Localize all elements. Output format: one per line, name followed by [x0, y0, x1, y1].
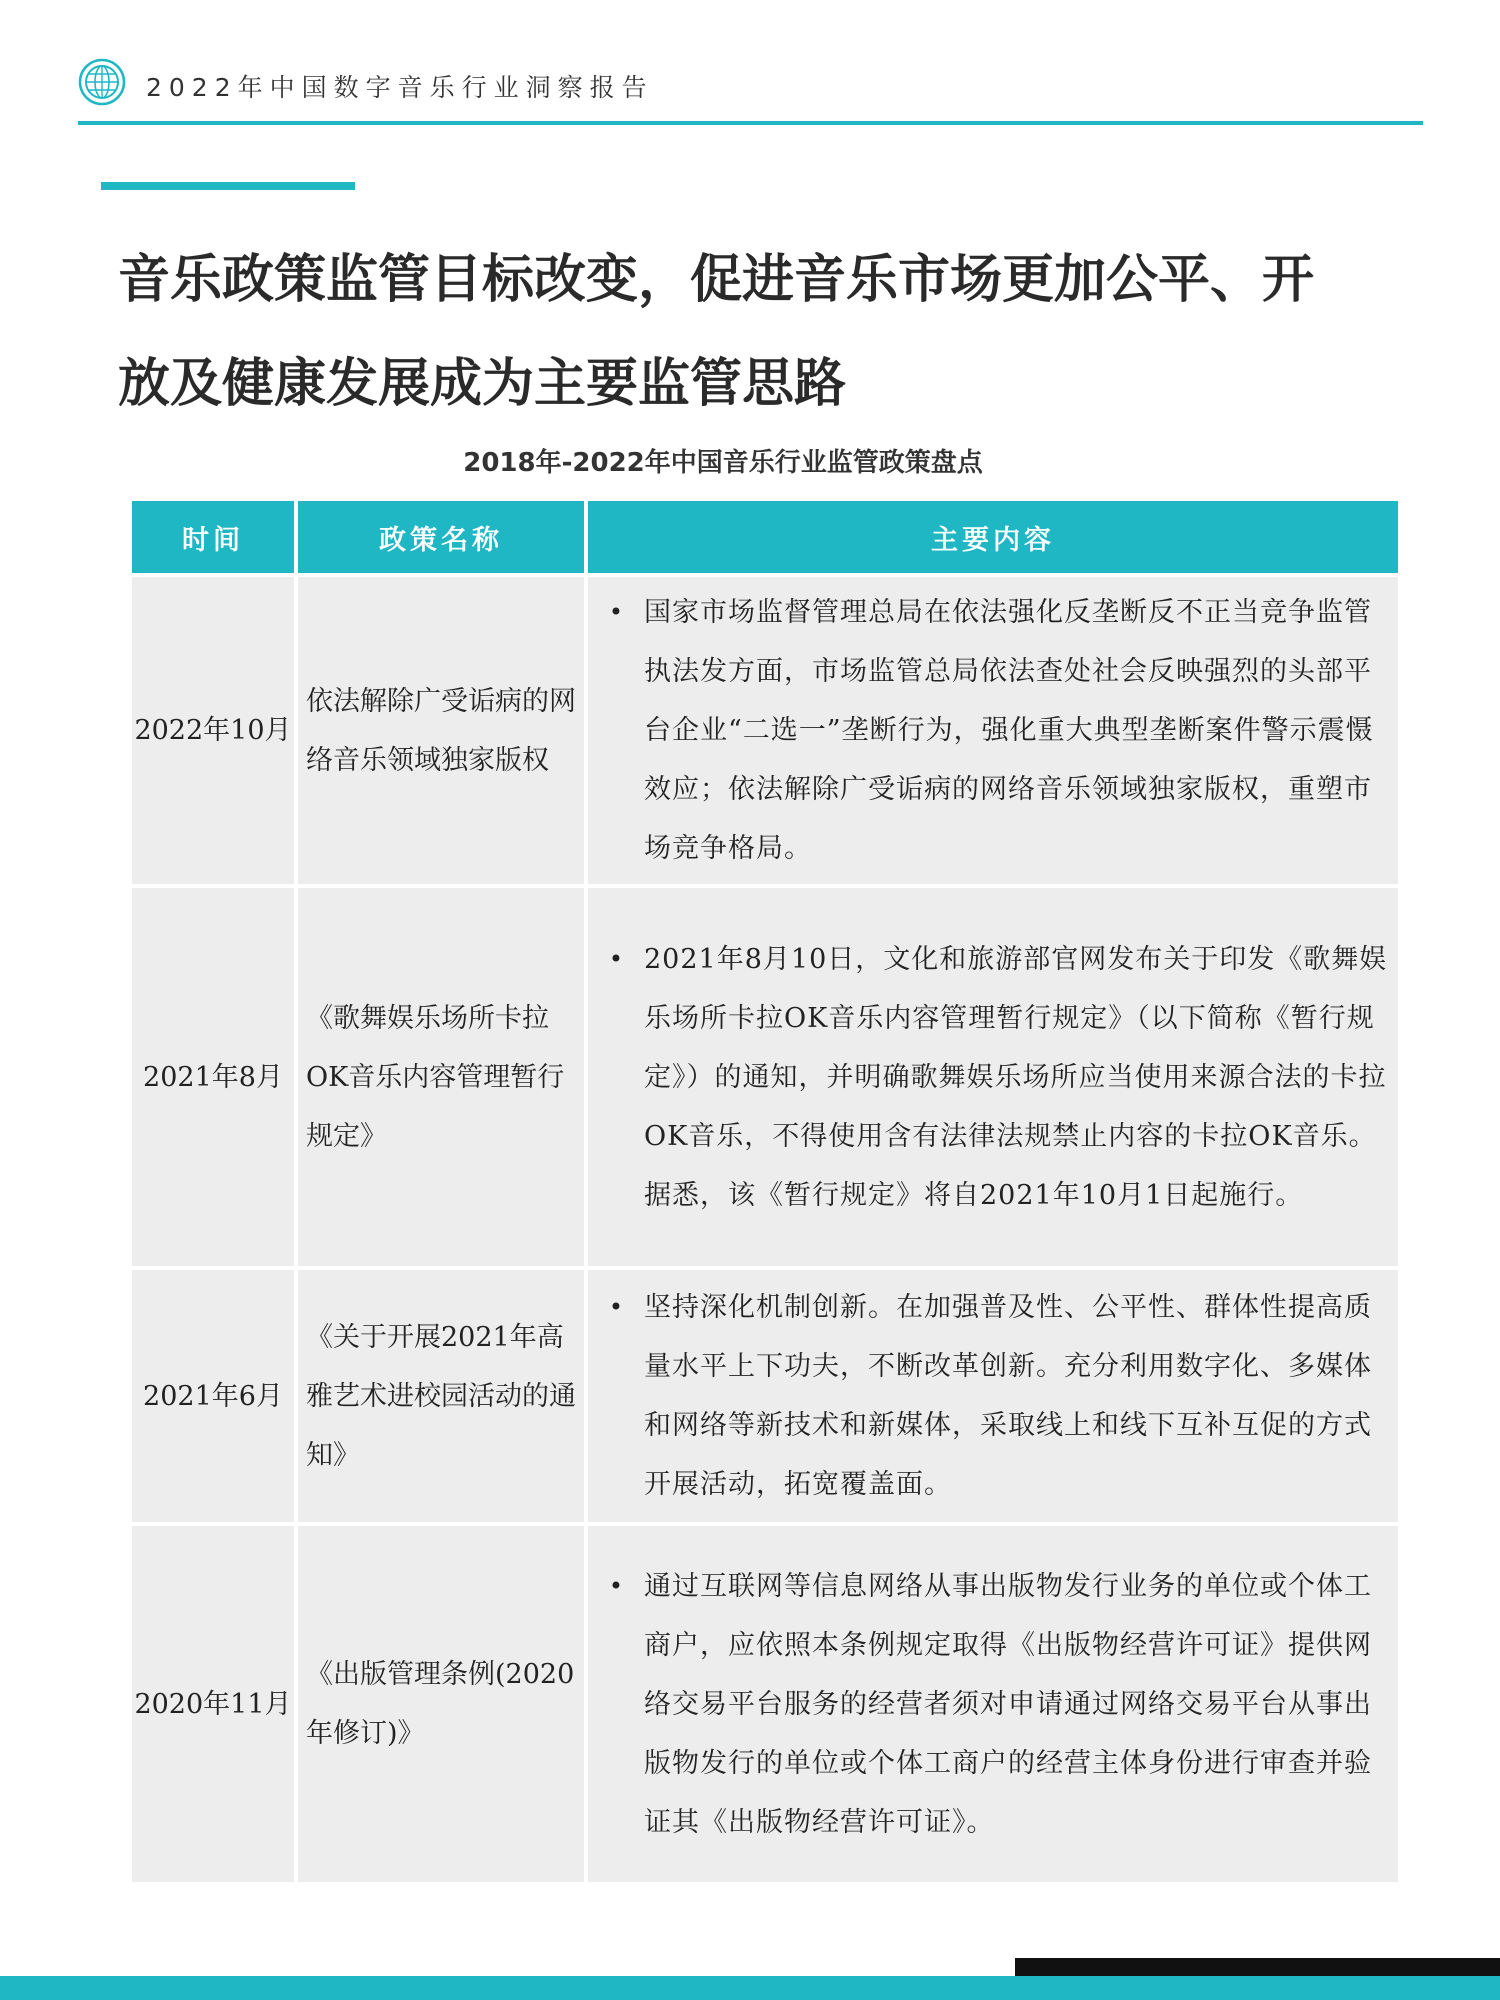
table-row — [130, 575, 1400, 886]
header-policy-name: 政策名称 — [296, 501, 586, 575]
policy-name-cell: 《歌舞娱乐场所卡拉OK音乐内容管理暂行规定》 — [296, 886, 586, 1268]
table-row — [130, 886, 1400, 1268]
bullet-icon: • — [608, 1293, 624, 1321]
title-accent-bar — [101, 182, 355, 190]
globe-logo-icon — [78, 58, 126, 106]
footer-accent-bar — [0, 1976, 1500, 2000]
content-cell — [586, 1268, 1400, 1524]
content-cell — [586, 1524, 1400, 1884]
content-cell — [586, 886, 1400, 1268]
date-cell: 2022年10月 — [130, 575, 296, 886]
bullet-icon: • — [608, 1571, 624, 1600]
policy-name-cell: 《关于开展2021年高雅艺术进校园活动的通知》 — [296, 1268, 586, 1524]
policy-table — [128, 501, 1402, 1886]
policy-name-cell: 《出版管理条例(2020年修订)》 — [296, 1524, 586, 1884]
bullet-icon: • — [608, 598, 624, 626]
table-row — [130, 1268, 1400, 1524]
footer-dark-bar — [1015, 1958, 1500, 1976]
bullet-icon: • — [608, 944, 624, 973]
policy-name-cell: 依法解除广受诟病的网络音乐领域独家版权 — [296, 575, 586, 886]
table-caption: 2018年-2022年中国音乐行业监管政策盘点 — [463, 448, 983, 478]
report-title: 2022年中国数字音乐行业洞察报告 — [146, 73, 654, 102]
content-text: 坚持深化机制创新。在加强普及性、公平性、群体性提高质量水平上下功夫，不断改革创新。充分利用数字化、多媒体和网络等新技术和新媒体，采取线上和线下互补互促的方式开展活动，拓宽覆盖面。 — [644, 1292, 1372, 1500]
header-divider — [78, 121, 1423, 125]
table-header-row — [130, 501, 1400, 575]
date-cell: 2021年6月 — [130, 1268, 296, 1524]
date-cell: 2021年8月 — [130, 886, 296, 1268]
page-title-line-1: 音乐政策监管目标改变，促进音乐市场更加公平、开 — [118, 250, 1315, 310]
header-content: 主要内容 — [586, 501, 1400, 575]
content-text: 2021年8月10日，文化和旅游部官网发布关于印发《歌舞娱乐场所卡拉OK音乐内容管理暂行规定》（以下简称《暂行规定》）的通知，并明确歌舞娱乐场所应当使用来源合法的卡拉OK音乐，不得使用含有法律法规禁止内容的卡拉OK音乐。据悉，该《暂行规定》将自2021年10月1日起施行。 — [644, 943, 1388, 1211]
report-header — [78, 58, 1423, 124]
page-title-line-2: 放及健康发展成为主要监管思路 — [118, 354, 847, 414]
header-date: 时间 — [130, 501, 296, 575]
table-row — [130, 1524, 1400, 1884]
content-cell — [586, 575, 1400, 886]
page-title — [118, 228, 1428, 436]
content-text: 国家市场监督管理总局在依法强化反垄断反不正当竞争监管执法发方面，市场监管总局依法查处社会反映强烈的头部平台企业“二选一”垄断行为，强化重大典型垄断案件警示震慑效应；依法解除广受诟病的网络音乐领域独家版权，重塑市场竞争格局。 — [644, 597, 1374, 864]
content-text: 通过互联网等信息网络从事出版物发行业务的单位或个体工商户，应依照本条例规定取得《出版物经营许可证》提供网络交易平台服务的经营者须对申请通过网络交易平台从事出版物发行的单位或个体工商户的经营主体身份进行审查并验证其《出版物经营许可证》。 — [644, 1570, 1372, 1838]
date-cell: 2020年11月 — [130, 1524, 296, 1884]
